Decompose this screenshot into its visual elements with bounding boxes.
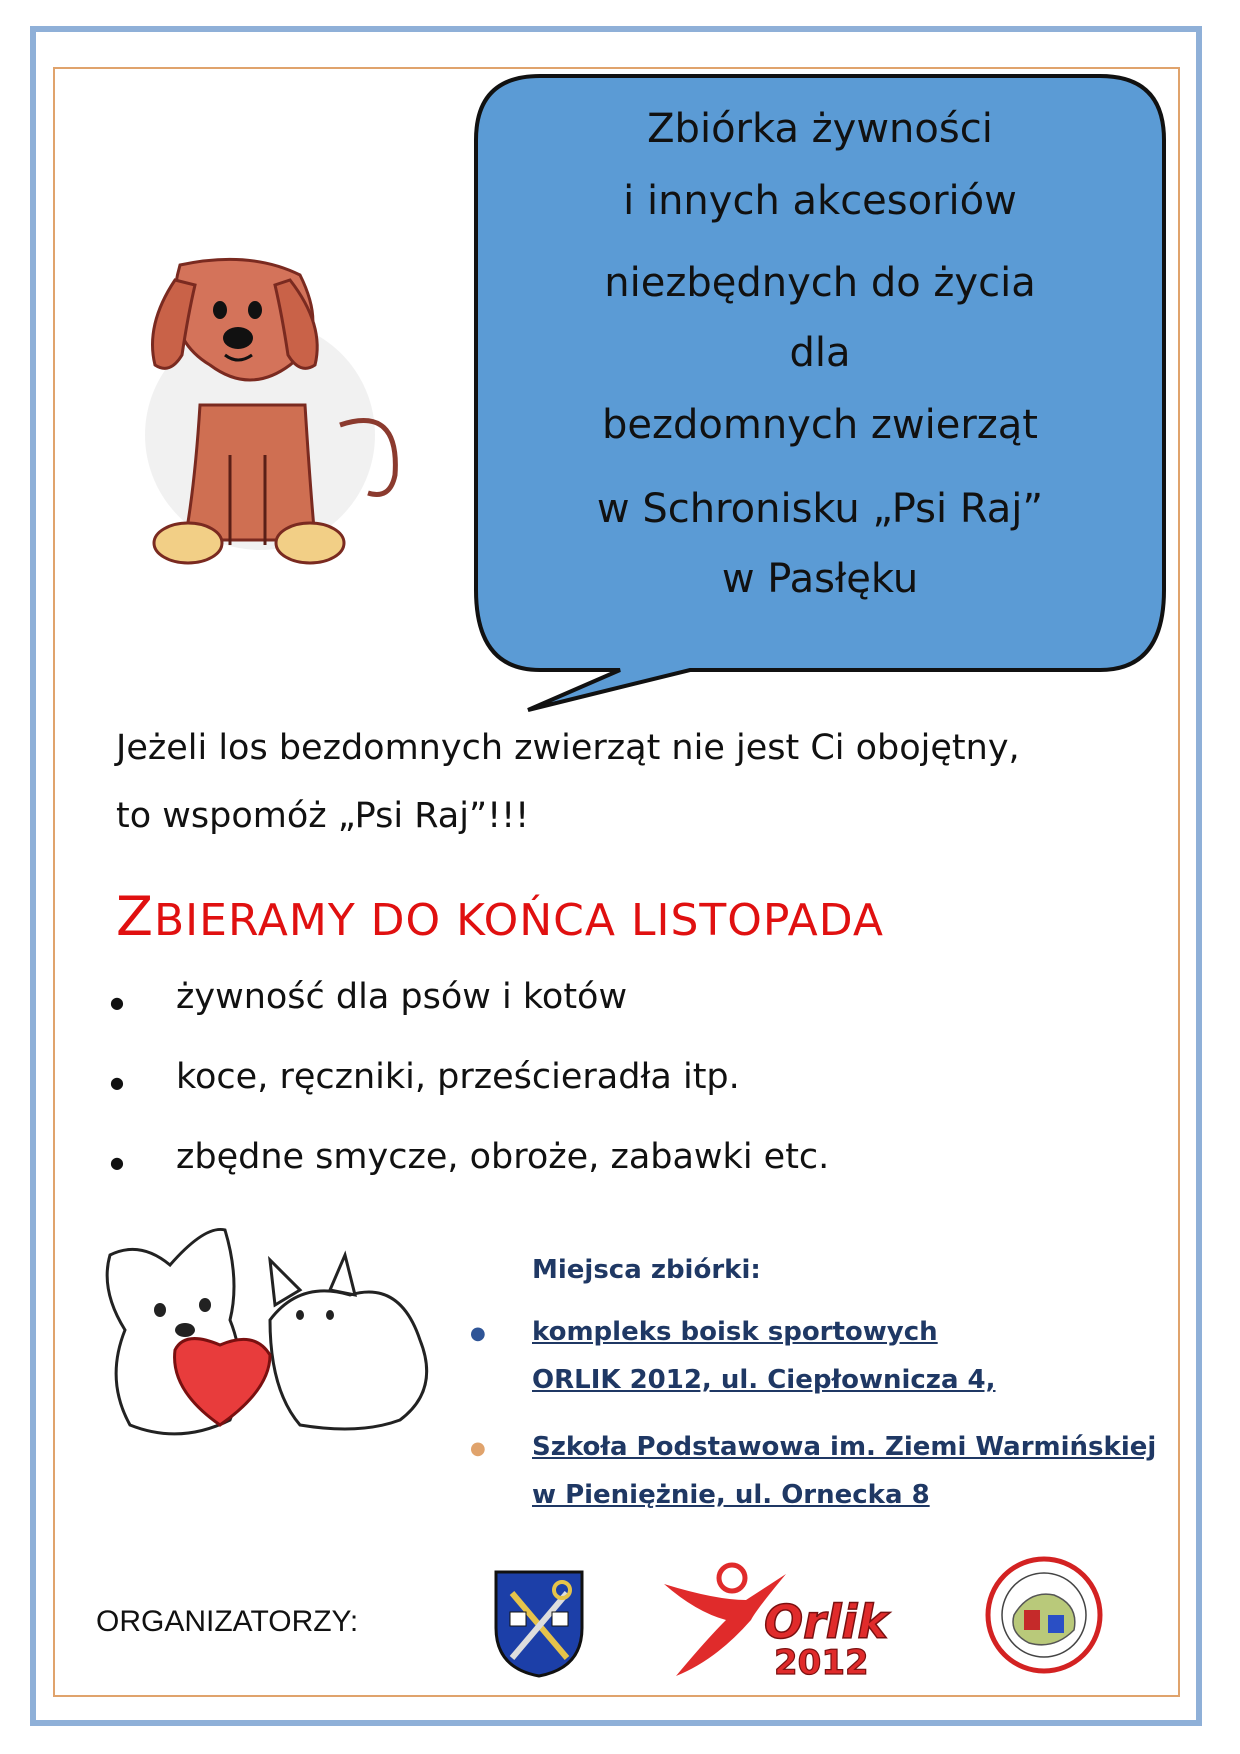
place-1-line-1[interactable]: kompleks boisk sportowych [532,1317,938,1347]
school-seal-icon [984,1555,1104,1675]
bullet-icon: ● [470,1323,486,1344]
bubble-line-1: Zbiórka żywności [647,106,993,152]
places-title: Miejsca zbiórki: [532,1255,761,1285]
bubble-line-5: bezdomnych zwierząt [602,402,1038,448]
coat-of-arms-icon [492,1568,586,1680]
bubble-line-7: w Pasłęku [721,556,919,602]
appeal-line-1: Jeżeli los bezdomnych zwierząt nie jest Ci obojętny, [116,728,1020,768]
bullet-icon: ● [110,993,124,1012]
bubble-line-4: dla [789,330,851,376]
orlik-year: 2012 [774,1643,869,1680]
place-2-line-2[interactable]: w Pieniężnie, ul. Ornecka 8 [532,1480,930,1510]
bullet-icon: ● [470,1438,486,1459]
place-1-line-2[interactable]: ORLIK 2012, ul. Ciepłownicza 4, [532,1365,996,1395]
dog-drawing-icon [140,255,430,575]
bullet-icon: ● [110,1073,124,1092]
puppy-and-kitten-icon [100,1220,440,1460]
appeal-line-2: to wspomóż „Psi Raj”!!! [116,796,530,836]
place-2-line-1[interactable]: Szkoła Podstawowa im. Ziemi Warmińskiej [532,1432,1157,1462]
bubble-line-6: w Schronisku „Psi Raj” [596,486,1044,532]
speech-bubble [470,70,1170,715]
headline-rest: BIERAMY DO KOŃCA LISTOPADA [154,895,884,946]
bullet-icon: ● [110,1153,124,1172]
collection-headline [116,885,884,948]
orlik-word: Orlik [764,1595,888,1649]
bubble-line-2: i innych akcesoriów [623,178,1017,224]
organizers-label: ORGANIZATORZY: [96,1605,359,1638]
bubble-line-3: niezbędnych do życia [604,260,1036,306]
headline-initial: Z [116,885,154,948]
orlik-logo-icon [656,1560,908,1680]
